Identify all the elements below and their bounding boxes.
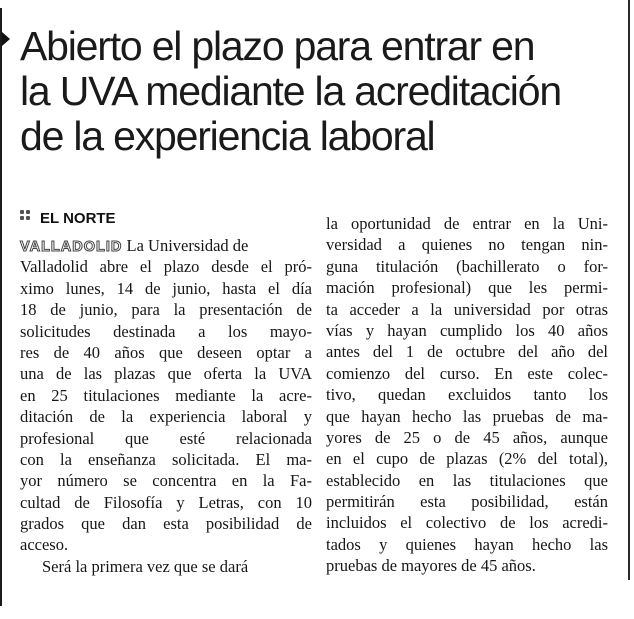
body-line: incluidos el colectivo de los acredi- [326,513,608,533]
body-line: tados y quienes hayan hecho las [326,534,608,554]
body-line: solicitudes destinada a los mayo- [20,321,312,341]
byline-text: EL NORTE [40,210,116,227]
body-line: guna titulación (bachillerato o for- [326,256,608,276]
section-marker-icon [2,32,10,46]
body-column-left [20,235,312,577]
dots-icon [20,210,34,224]
body-line: Será la primera vez que se dará [42,556,249,576]
body-line: profesional que esté relacionada [20,428,312,448]
body-line: versidad a quienes no tengan nin- [326,235,608,255]
headline-line: la UVA mediante la acreditación [20,68,561,114]
headline [20,24,620,159]
body-line: una de las plazas que oferta la UVA [20,364,312,384]
body-line: Valladolid abre el plazo desde el pró- [20,257,312,277]
dateline: VALLADOLID [20,239,123,255]
body-column-right [326,213,608,577]
body-line: ditación de la experiencia laboral y [20,407,312,427]
body-line: res de 40 años que deseen optar a [20,342,312,362]
body-line: pruebas de mayores de 45 años. [326,556,536,576]
body-line: acceso. [20,535,69,555]
body-line: 18 de junio, para la presentación de [20,300,312,320]
body-line: establecido en las titulaciones que [326,470,608,490]
column-rule-right [628,0,630,580]
body-line: comienzo del curso. En este colec- [326,363,608,383]
body-line: permitirán esta posibilidad, están [326,492,608,512]
body-line: vías y hayan cumplido los 40 años [326,320,608,340]
body-line: en el cupo de plazas (2% del total), [326,449,608,469]
body-text: La Universidad de [122,236,249,255]
body-line: antes del 1 de octubre del año del [326,342,608,362]
headline-line: Abierto el plazo para entrar en [20,23,535,69]
body-line: grados que dan esta posibilidad de [20,514,312,534]
body-line: con la enseñanza solicitada. El ma- [20,449,312,469]
body-line: la oportunidad de entrar en la Uni- [326,214,608,233]
body-line: que hayan hecho las pruebas de ma- [326,406,608,426]
body-line: yores de 25 o de 45 años, aunque [326,427,608,447]
body-line: en 25 titulaciones mediante la acre- [20,385,312,405]
column-rule-left [0,8,2,606]
body-line: ta acceder a la universidad por otras [326,299,608,319]
body-line: yor número se concentra en la Fa- [20,471,312,491]
byline [20,209,116,229]
headline-line: de la experiencia laboral [20,113,435,159]
body-line: ximo lunes, 14 de junio, hasta el día [20,278,312,298]
body-line: mación profesional) que les permi- [326,278,608,298]
body-line [20,235,312,256]
body-line: cultad de Filosofía y Letras, con 10 [20,492,312,512]
body-line: tivo, quedan excluidos tanto los [326,385,608,405]
